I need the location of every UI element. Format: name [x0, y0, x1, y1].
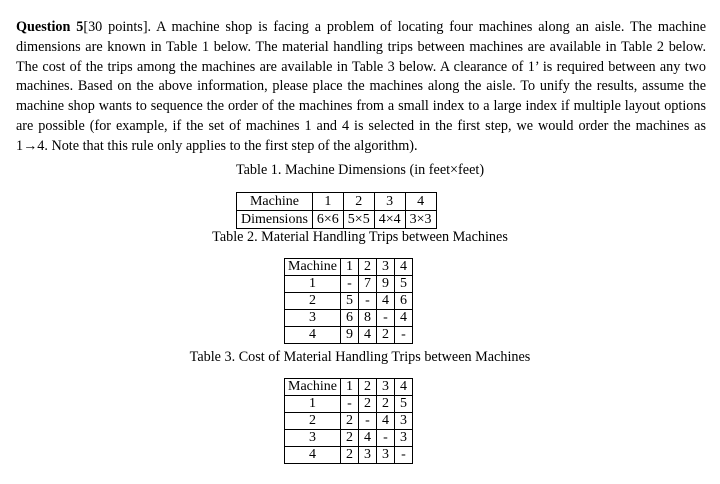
table-row-label: 3: [285, 430, 341, 447]
table-cell: 3×3: [405, 211, 436, 229]
handling-cost-table: [284, 378, 413, 464]
table-cell: 2: [340, 413, 358, 430]
table-cell: 2: [358, 396, 376, 413]
table-row: [285, 293, 413, 310]
table1-caption: Table 1. Machine Dimensions (in feet×feet): [235, 162, 485, 178]
table-cell: 3: [394, 413, 412, 430]
machine-dimensions-table: [236, 192, 437, 229]
question-points: [30 points].: [83, 19, 152, 35]
table-cell: 3: [358, 447, 376, 464]
table-header-row: [285, 379, 413, 396]
table-cell: -: [376, 310, 394, 327]
table-row-label: Machine: [237, 193, 313, 211]
table-cell: 3: [374, 193, 405, 211]
table-row: [285, 310, 413, 327]
table-cell: 8: [358, 310, 376, 327]
table-cell: 5: [340, 293, 358, 310]
question-body: A machine shop is facing a problem of locating four machines along an aisle. The machine dimensions are known in Table 1 below. The material handling trips between machines are available in Table 2 below. The cost of the trips among the machines are available in Table 3 below. A clearance of 1’ is required between any two machines. Based on the above information, please place the machines along the aisle. To unify the results, assume the machine shop wants to sequence the order of the machines from a small index to a large index if multiple layout options are possible (for example, if the set of machines 1 and 4 is selected in the first step, we would order the machines as 1→4. Note that this rule only applies to the first step of the algorithm).: [16, 19, 706, 154]
question-number: Question 5: [16, 19, 84, 35]
table-cell: 1: [312, 193, 343, 211]
table-row: [237, 193, 437, 211]
table-cell: 4: [358, 430, 376, 447]
table-cell: 2: [343, 193, 374, 211]
question-paragraph: [16, 18, 706, 157]
table-cell: 3: [376, 447, 394, 464]
table-row: [285, 327, 413, 344]
table-row-label: 2: [285, 413, 341, 430]
table-cell: 3: [394, 430, 412, 447]
table-row: [237, 211, 437, 229]
table-row-label: Dimensions: [237, 211, 313, 229]
table-header-cell: 1: [340, 379, 358, 396]
table-cell: 4: [376, 293, 394, 310]
table-cell: -: [394, 447, 412, 464]
table-header-label: Machine: [285, 379, 341, 396]
table-cell: 5: [394, 276, 412, 293]
table-cell: 9: [340, 327, 358, 344]
table-header-cell: 1: [340, 259, 358, 276]
table-cell: -: [394, 327, 412, 344]
table-cell: 2: [376, 396, 394, 413]
table-cell: 4: [405, 193, 436, 211]
table-cell: 6: [340, 310, 358, 327]
table-cell: 4: [376, 413, 394, 430]
table-cell: -: [340, 276, 358, 293]
table-header-cell: 3: [376, 379, 394, 396]
table-row: [285, 430, 413, 447]
table-row: [285, 447, 413, 464]
table-cell: 9: [376, 276, 394, 293]
table-row-label: 1: [285, 276, 341, 293]
table-cell: 5×5: [343, 211, 374, 229]
table-cell: 2: [376, 327, 394, 344]
table-header-label: Machine: [285, 259, 341, 276]
table-header-cell: 4: [394, 259, 412, 276]
table3-caption: Table 3. Cost of Material Handling Trips between Machines: [189, 349, 531, 365]
table-header-cell: 2: [358, 259, 376, 276]
table-row-label: 4: [285, 327, 341, 344]
table-header-cell: 4: [394, 379, 412, 396]
table-row-label: 4: [285, 447, 341, 464]
table-row-label: 3: [285, 310, 341, 327]
table-row-label: 2: [285, 293, 341, 310]
table-cell: 4: [358, 327, 376, 344]
table-cell: 5: [394, 396, 412, 413]
table-row: [285, 276, 413, 293]
table-cell: 4: [394, 310, 412, 327]
table-cell: -: [340, 396, 358, 413]
table-row: [285, 396, 413, 413]
table2-caption: Table 2. Material Handling Trips between Machines: [212, 229, 508, 245]
table-header-cell: 2: [358, 379, 376, 396]
table-cell: 6×6: [312, 211, 343, 229]
table-cell: -: [358, 413, 376, 430]
table-cell: 6: [394, 293, 412, 310]
table-cell: 7: [358, 276, 376, 293]
table-row: [285, 413, 413, 430]
table-header-row: [285, 259, 413, 276]
table-cell: -: [376, 430, 394, 447]
table-row-label: 1: [285, 396, 341, 413]
table-header-cell: 3: [376, 259, 394, 276]
material-handling-trips-table: [284, 258, 413, 344]
table-cell: -: [358, 293, 376, 310]
table-cell: 4×4: [374, 211, 405, 229]
table-cell: 2: [340, 447, 358, 464]
table-cell: 2: [340, 430, 358, 447]
